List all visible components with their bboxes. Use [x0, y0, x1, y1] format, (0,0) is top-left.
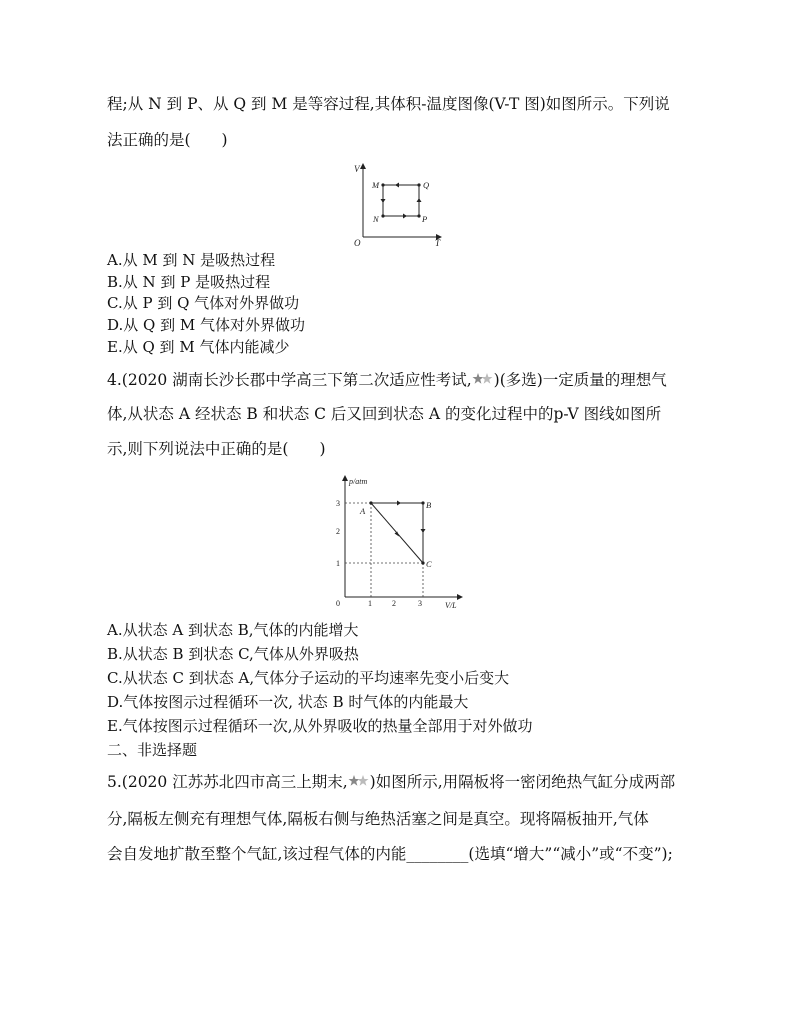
pv-point-c [421, 561, 424, 564]
pv-label-a: A [360, 506, 366, 516]
pv-origin-label: 0 [336, 599, 340, 608]
q3-option-b: B.从 N 到 P 是吸热过程 [107, 273, 271, 291]
pv-x-tick-2: 2 [392, 599, 396, 608]
vt-arrow-n-to-p [403, 214, 407, 219]
pv-x-tick-1: 1 [368, 599, 372, 608]
q3-stem-line1: 程;从 N 到 P、从 Q 到 M 是等容过程,其体积-温度图像(V-T 图)如图所示。下列说 [107, 95, 670, 113]
q4-option-b: B.从状态 B 到状态 C,气体从外界吸热 [107, 645, 359, 663]
q4-option-d: D.气体按图示过程循环一次, 状态 B 时气体的内能最大 [107, 693, 469, 711]
pv-point-b [421, 501, 424, 504]
vt-arrow-p-to-q [417, 198, 422, 202]
q3-option-d: D.从 Q 到 M 气体对外界做功 [107, 316, 305, 334]
pv-figure [330, 472, 465, 612]
q4-option-e: E.气体按图示过程循环一次,从外界吸收的热量全部用于对外做功 [107, 717, 533, 735]
q4-stem-suffix: )(多选)一定质量的理想气 [493, 371, 667, 389]
q4-stem-line3: 示,则下列说法中正确的是( ) [107, 440, 326, 458]
pv-axis-y-label: p/atm [349, 477, 368, 486]
q4-stem-line1 [107, 370, 667, 390]
vt-label-m: M [372, 180, 380, 190]
pv-arrow-a-to-b [397, 501, 401, 506]
vt-label-n: N [373, 214, 379, 224]
q5-stem-suffix: )如图所示,用隔板将一密闭绝热气缸分成两部 [369, 773, 676, 791]
vt-point-n [381, 214, 384, 217]
difficulty-stars-icon [472, 372, 494, 386]
q3-option-a: A.从 M 到 N 是吸热过程 [107, 251, 276, 269]
q3-option-e: E.从 Q 到 M 气体内能减少 [107, 338, 290, 356]
q4-stem-line2: 体,从状态 A 经状态 B 和状态 C 后又回到状态 A 的变化过程中的p-V 图线如图所 [107, 405, 662, 423]
pv-y-tick-3: 3 [336, 499, 340, 508]
q5-stem-line3: 会自发地扩散至整个气缸,该过程气体的内能________(选填“增大”“减小”或“不变”); [107, 845, 673, 863]
vt-figure [350, 160, 445, 248]
vt-axis-x-label: T [435, 238, 441, 248]
pv-point-a [369, 501, 372, 504]
vt-point-q [417, 183, 420, 186]
q4-source-prefix: 4.(2020 湖南长沙长郡中学高三下第二次适应性考试, [107, 371, 472, 389]
vt-axis-y-label-text: V [354, 164, 360, 174]
pv-label-b: B [426, 500, 432, 510]
vt-cycle-rect [383, 185, 419, 216]
q5-source-prefix: 5.(2020 江苏苏北四市高三上期末, [107, 773, 348, 791]
q5-stem-line1 [107, 772, 675, 792]
q3-option-c: C.从 P 到 Q 气体对外界做功 [107, 294, 300, 312]
pv-axis-x-label: V/L [445, 601, 457, 610]
pv-label-c: C [426, 559, 432, 569]
q4-option-a: A.从状态 A 到状态 B,气体的内能增大 [107, 621, 359, 639]
vt-label-p: P [422, 214, 428, 224]
vt-arrow-m-to-n [381, 199, 386, 203]
q3-stem-line2: 法正确的是( ) [107, 131, 228, 149]
q4-option-c: C.从状态 C 到状态 A,气体分子运动的平均速率先变小后变大 [107, 669, 510, 687]
section-title: 二、非选择题 [107, 741, 198, 759]
q5-stem-line2: 分,隔板左侧充有理想气体,隔板右侧与绝热活塞之间是真空。现将隔板抽开,气体 [107, 810, 649, 828]
vt-point-p [417, 214, 420, 217]
difficulty-stars-icon [348, 774, 370, 788]
vt-point-m [381, 183, 384, 186]
pv-y-tick-2: 2 [336, 527, 340, 536]
vt-origin-label: O [354, 238, 361, 248]
pv-x-tick-3: 3 [418, 599, 422, 608]
pv-arrow-b-to-c [421, 529, 426, 533]
pv-y-tick-1: 1 [336, 559, 340, 568]
vt-label-q: Q [423, 180, 430, 190]
vt-arrow-q-to-m [395, 183, 399, 188]
